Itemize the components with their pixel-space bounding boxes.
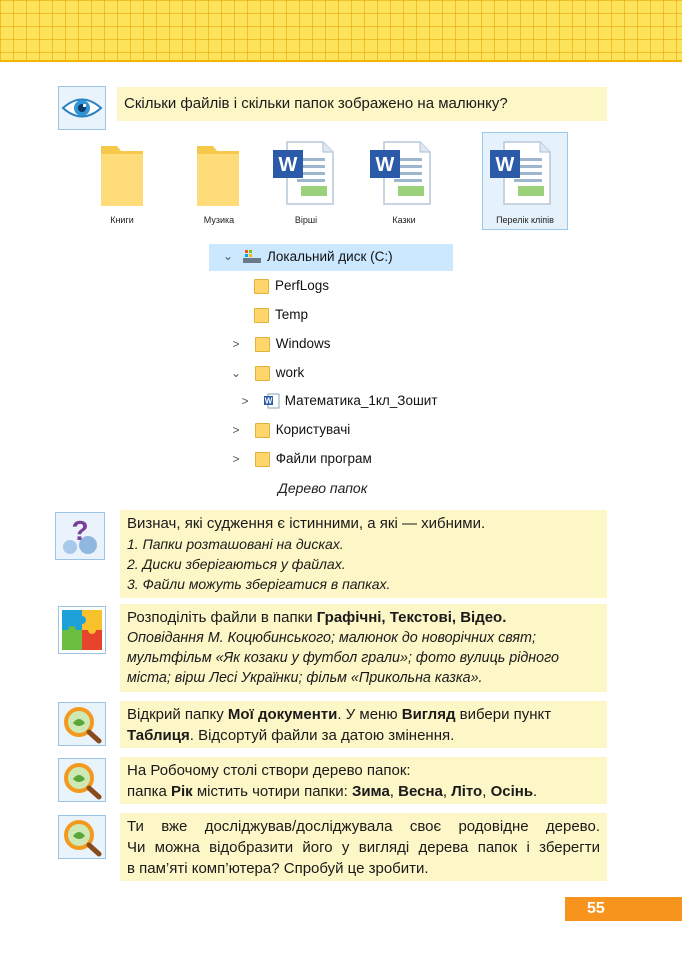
tree-item-label: Temp [275, 307, 309, 322]
task-5-bold: Осінь [490, 783, 534, 800]
svg-text:?: ? [71, 515, 89, 546]
tree-item-label: PerfLogs [275, 278, 330, 293]
word-document-icon [368, 138, 434, 208]
task-5-text: . [533, 783, 538, 800]
file-label: Перелік кліпів [496, 215, 554, 225]
folder-icon [254, 308, 269, 323]
header-divider [0, 60, 682, 62]
task-6-box [120, 813, 607, 881]
task-5-text: , [389, 783, 399, 800]
task-4-text: вибери пункт [455, 706, 552, 723]
task-4-bold: Таблиця [127, 727, 190, 744]
puzzle-icon [58, 606, 106, 654]
task-1-question: Скільки файлів і скільки папок зображено на малюнку? [124, 95, 508, 112]
chevron-right-icon[interactable]: > [232, 423, 240, 437]
task-3-folders: Графічні, Текстові, Відео. [316, 609, 507, 626]
folder-icon [254, 279, 269, 294]
file-label: Музика [203, 215, 235, 225]
task-4-text: Відкрий папку [127, 706, 228, 723]
word-document-icon [271, 138, 337, 208]
tree-item-users[interactable] [229, 419, 350, 441]
tree-item-label: Користувачі [275, 422, 351, 437]
svg-text:W: W [375, 154, 395, 176]
header-grid [0, 0, 682, 60]
tree-root-label: Локальний диск (C:) [267, 249, 393, 264]
tree-item-temp[interactable] [254, 304, 308, 326]
chevron-down-icon[interactable]: ⌄ [230, 366, 242, 380]
task-1-box [117, 87, 607, 121]
task-3-line: міста; вірш Лесі Українки; фільм «Прикольна казка». [127, 670, 483, 686]
word-document-icon [488, 138, 554, 208]
chevron-right-icon[interactable]: > [241, 394, 249, 408]
tree-item-windows[interactable] [229, 333, 331, 355]
folder-icon [193, 140, 243, 210]
task-2-statement: 2. Диски зберігаються у файлах. [127, 556, 346, 572]
task-2-statement: 3. Файли можуть зберігатися в папках. [127, 576, 391, 592]
task-6-line: Чи можна відобразити його у вигляді дерева папок і зберегти [127, 839, 600, 856]
task-5-bold: Рік [171, 783, 193, 800]
task-6-line: в пам’яті комп’ютера? Спробуй це зробити. [127, 860, 429, 877]
task-5-text: папка [127, 783, 171, 800]
tree-item-label: Файли програм [275, 451, 372, 466]
file-label: Книги [110, 215, 134, 225]
task-2-box [120, 510, 607, 598]
folder-item-music[interactable] [193, 140, 243, 215]
svg-text:W: W [495, 154, 515, 176]
task-3-line: Оповідання М. Коцюбинського; малюнок до новорічних свят; [127, 630, 536, 646]
task-4-bold: Мої документи [227, 706, 338, 723]
tree-item-label: Windows [275, 336, 331, 351]
tree-item-math-doc[interactable] [238, 390, 438, 412]
task-5-text: містить чотири папки: [192, 783, 352, 800]
task-4-bold: Вигляд [401, 706, 456, 723]
task-5-box [120, 757, 607, 804]
page-number: 55 [565, 897, 682, 921]
drive-icon [243, 250, 261, 264]
task-3-intro: Розподіліть файли в папки [127, 609, 317, 626]
folder-icon [255, 423, 270, 438]
file-label: Казки [392, 215, 416, 225]
file-item-clips-selected[interactable] [482, 132, 568, 230]
tree-item-work[interactable] [229, 362, 304, 384]
folder-icon [255, 366, 270, 381]
task-5-text: , [482, 783, 491, 800]
tree-root-row[interactable] [209, 244, 453, 271]
magnifier-icon [58, 702, 106, 746]
svg-text:W: W [264, 396, 273, 406]
chevron-down-icon[interactable]: ⌄ [222, 249, 234, 263]
question-icon [55, 512, 105, 560]
tree-item-label: Математика_1кл_Зошит [284, 393, 438, 408]
task-5-text: , [442, 783, 452, 800]
tree-caption: Дерево папок [278, 480, 368, 496]
folder-item-books[interactable] [97, 140, 147, 215]
folder-icon [97, 140, 147, 210]
task-4-text: . У меню [337, 706, 402, 723]
chevron-right-icon[interactable]: > [232, 337, 240, 351]
tree-item-perflogs[interactable] [254, 275, 329, 297]
magnifier-icon [58, 815, 106, 859]
file-item-tales[interactable] [368, 138, 434, 213]
folder-icon [255, 337, 270, 352]
folder-icon [255, 452, 270, 467]
chevron-right-icon[interactable]: > [232, 452, 240, 466]
task-6-line: Ти вже досліджував/досліджувала своє родовідне дерево. [127, 818, 600, 835]
eye-icon [58, 86, 106, 130]
tree-item-label: work [275, 365, 305, 380]
task-2-statement: 1. Папки розташовані на дисках. [127, 536, 344, 552]
task-4-box [120, 701, 607, 748]
magnifier-icon [58, 758, 106, 802]
task-2-title: Визнач, які судження є істинними, а які — хибними. [127, 515, 486, 532]
tree-item-program-files[interactable] [229, 448, 372, 470]
word-document-icon [264, 393, 280, 409]
task-3-line: мультфільм «Як козаки у футбол грали»; фото вулиць рідного [127, 650, 559, 666]
file-label: Вірші [294, 215, 318, 225]
task-5-bold: Зима [351, 783, 390, 800]
task-5-line: На Робочому столі створи дерево папок: [127, 762, 411, 779]
task-4-text: . Відсортуй файли за датою змінення. [189, 727, 455, 744]
task-3-box [120, 604, 607, 692]
task-5-bold: Весна [398, 783, 443, 800]
file-item-poems[interactable] [271, 138, 337, 213]
svg-text:W: W [278, 154, 298, 176]
task-5-bold: Літо [451, 783, 483, 800]
